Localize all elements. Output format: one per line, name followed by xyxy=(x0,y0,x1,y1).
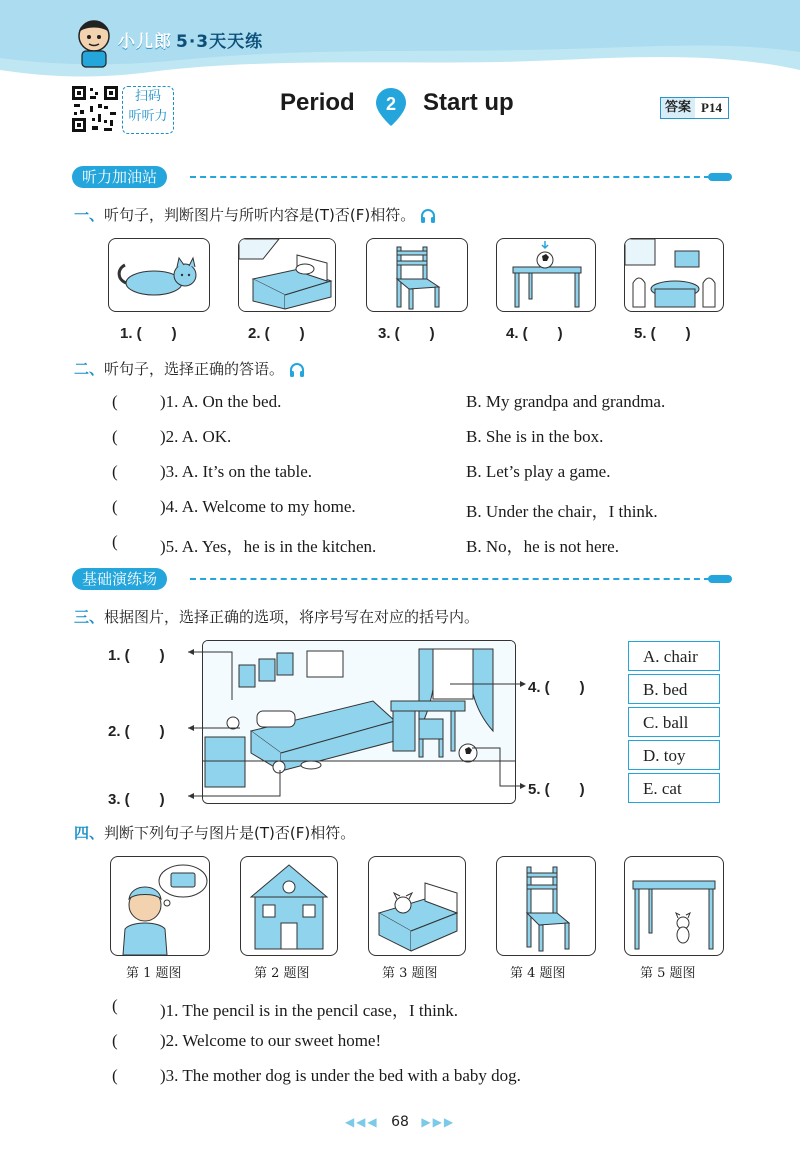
q3-pointer-lines xyxy=(180,640,540,810)
q3-label-5[interactable]: 5. ( ) xyxy=(528,781,585,798)
bed-icon xyxy=(239,239,335,311)
q1-answer-4[interactable]: 4. ( ) xyxy=(506,325,563,342)
question-1-number: 一、 xyxy=(74,206,105,224)
scan-listen-badge xyxy=(122,86,174,134)
q2-row-1-b: B. My grandpa and grandma. xyxy=(466,392,666,411)
boy-thinking-icon xyxy=(111,857,209,955)
scan-label: 扫码 xyxy=(134,89,161,104)
q3-label-3[interactable]: 3. ( ) xyxy=(108,791,165,808)
q3-label-1[interactable]: 1. ( ) xyxy=(108,647,165,664)
q2-row-5-a: )5. A. Yes，he is in the kitchen. xyxy=(160,537,377,556)
q2-row-2-a: )2. A. OK. xyxy=(160,427,232,446)
q2-row-5-b: B. No，he is not here. xyxy=(466,537,619,556)
question-4-title xyxy=(74,822,355,843)
page-arrows-right: ▶▶▶ xyxy=(421,1115,456,1129)
qr-code-icon[interactable] xyxy=(70,84,120,134)
brand-series: 5·3天天练 xyxy=(176,32,264,52)
headphones-icon xyxy=(289,362,305,378)
q2-row-4-blank[interactable]: ( xyxy=(112,497,118,516)
answer-page: P14 xyxy=(701,100,722,115)
q4-caption-2: 第 2 题图 xyxy=(254,966,310,981)
period-number-pin xyxy=(374,86,408,128)
q4-picture-5 xyxy=(624,856,724,956)
dog-on-bed-icon xyxy=(369,857,465,955)
q1-answer-3[interactable]: 3. ( ) xyxy=(378,325,435,342)
period-number: 2 xyxy=(385,94,397,114)
mascot-icon xyxy=(72,16,116,68)
q4-sentence-2-blank[interactable]: ( xyxy=(112,1031,118,1050)
q4-picture-3 xyxy=(368,856,466,956)
listen-label: 听听力 xyxy=(128,109,168,124)
section-divider-cap xyxy=(708,173,732,181)
answer-label: 答案 xyxy=(661,98,695,118)
question-3-text: 根据图片，选择正确的选项，将序号写在对应的括号内。 xyxy=(104,608,480,626)
q2-row-3-a: )3. A. It’s on the table. xyxy=(160,462,313,481)
cat-icon xyxy=(109,239,209,311)
question-2-text: 听句子，选择正确的答语。 xyxy=(104,360,285,378)
q3-label-4[interactable]: 4. ( ) xyxy=(528,679,585,696)
chair-icon xyxy=(497,857,595,955)
page-number-footer xyxy=(0,1114,800,1130)
section-divider xyxy=(190,578,710,580)
title-start-up: Start up xyxy=(423,89,514,116)
q1-answer-5[interactable]: 5. ( ) xyxy=(634,325,691,342)
q4-sentence-3-blank[interactable]: ( xyxy=(112,1066,118,1085)
cat-under-table-icon xyxy=(625,857,723,955)
section-tag-listening: 听力加油站 xyxy=(72,166,167,188)
q3-option-b: B. bed xyxy=(628,674,720,704)
house-icon xyxy=(241,857,337,955)
q1-answer-1[interactable]: 1. ( ) xyxy=(120,325,177,342)
brand-logo xyxy=(118,27,263,52)
answer-reference[interactable] xyxy=(660,97,729,119)
q1-picture-1 xyxy=(108,238,210,312)
q2-row-4-b: B. Under the chair，I think. xyxy=(466,502,658,521)
question-3-number: 三、 xyxy=(74,608,105,626)
q4-picture-1 xyxy=(110,856,210,956)
q2-row-2-b: B. She is in the box. xyxy=(466,427,604,446)
question-2-number: 二、 xyxy=(74,360,105,378)
q3-label-2[interactable]: 2. ( ) xyxy=(108,723,165,740)
q4-caption-1: 第 1 题图 xyxy=(126,966,182,981)
question-2-title xyxy=(74,358,305,379)
q3-option-e: E. cat xyxy=(628,773,720,803)
q2-row-1-a: )1. A. On the bed. xyxy=(160,392,282,411)
q1-picture-5 xyxy=(624,238,724,312)
q2-row-3-b: B. Let’s play a game. xyxy=(466,462,611,481)
page-title xyxy=(280,89,355,117)
q1-picture-4 xyxy=(496,238,596,312)
q2-row-3-blank[interactable]: ( xyxy=(112,462,118,481)
q3-option-c: C. ball xyxy=(628,707,720,737)
q3-option-d: D. toy xyxy=(628,740,720,770)
q2-row-4-a: )4. A. Welcome to my home. xyxy=(160,497,356,516)
q4-caption-5: 第 5 题图 xyxy=(640,966,696,981)
page-number: 68 xyxy=(391,1114,409,1130)
q3-option-a: A. chair xyxy=(628,641,720,671)
brand-name: 小儿郎 xyxy=(118,32,172,52)
q4-sentence-2: )2. Welcome to our sweet home! xyxy=(160,1031,382,1050)
q4-picture-2 xyxy=(240,856,338,956)
q2-row-1-blank[interactable]: ( xyxy=(112,392,118,411)
section-divider-cap xyxy=(708,575,732,583)
page-title-right xyxy=(423,89,514,117)
ball-on-table-icon xyxy=(497,239,595,311)
q4-picture-4 xyxy=(496,856,596,956)
q2-row-2-blank[interactable]: ( xyxy=(112,427,118,446)
question-4-text: 判断下列句子与图片是(T)否(F)相符。 xyxy=(104,824,356,842)
headphones-icon xyxy=(420,208,436,224)
dining-room-icon xyxy=(625,239,723,311)
question-1-title xyxy=(74,204,436,225)
q1-picture-2 xyxy=(238,238,336,312)
q1-answer-2[interactable]: 2. ( ) xyxy=(248,325,305,342)
q4-caption-3: 第 3 题图 xyxy=(382,966,438,981)
q4-sentence-1: )1. The pencil is in the pencil case，I think. xyxy=(160,1001,459,1020)
q2-row-5-blank[interactable]: ( xyxy=(112,532,118,551)
chair-icon xyxy=(367,239,467,311)
q1-picture-3 xyxy=(366,238,468,312)
title-period: Period xyxy=(280,89,355,116)
page-arrows-left: ◀◀◀ xyxy=(344,1115,379,1129)
section-divider xyxy=(190,176,710,178)
question-1-text: 听句子，判断图片与所听内容是(T)否(F)相符。 xyxy=(104,206,416,224)
section-tag-basic-practice: 基础演练场 xyxy=(72,568,167,590)
question-4-number: 四、 xyxy=(74,824,105,842)
q4-sentence-3: )3. The mother dog is under the bed with a baby dog. xyxy=(160,1066,521,1085)
question-3-title xyxy=(74,606,479,627)
q4-caption-4: 第 4 题图 xyxy=(510,966,566,981)
q4-sentence-1-blank[interactable]: ( xyxy=(112,996,118,1015)
